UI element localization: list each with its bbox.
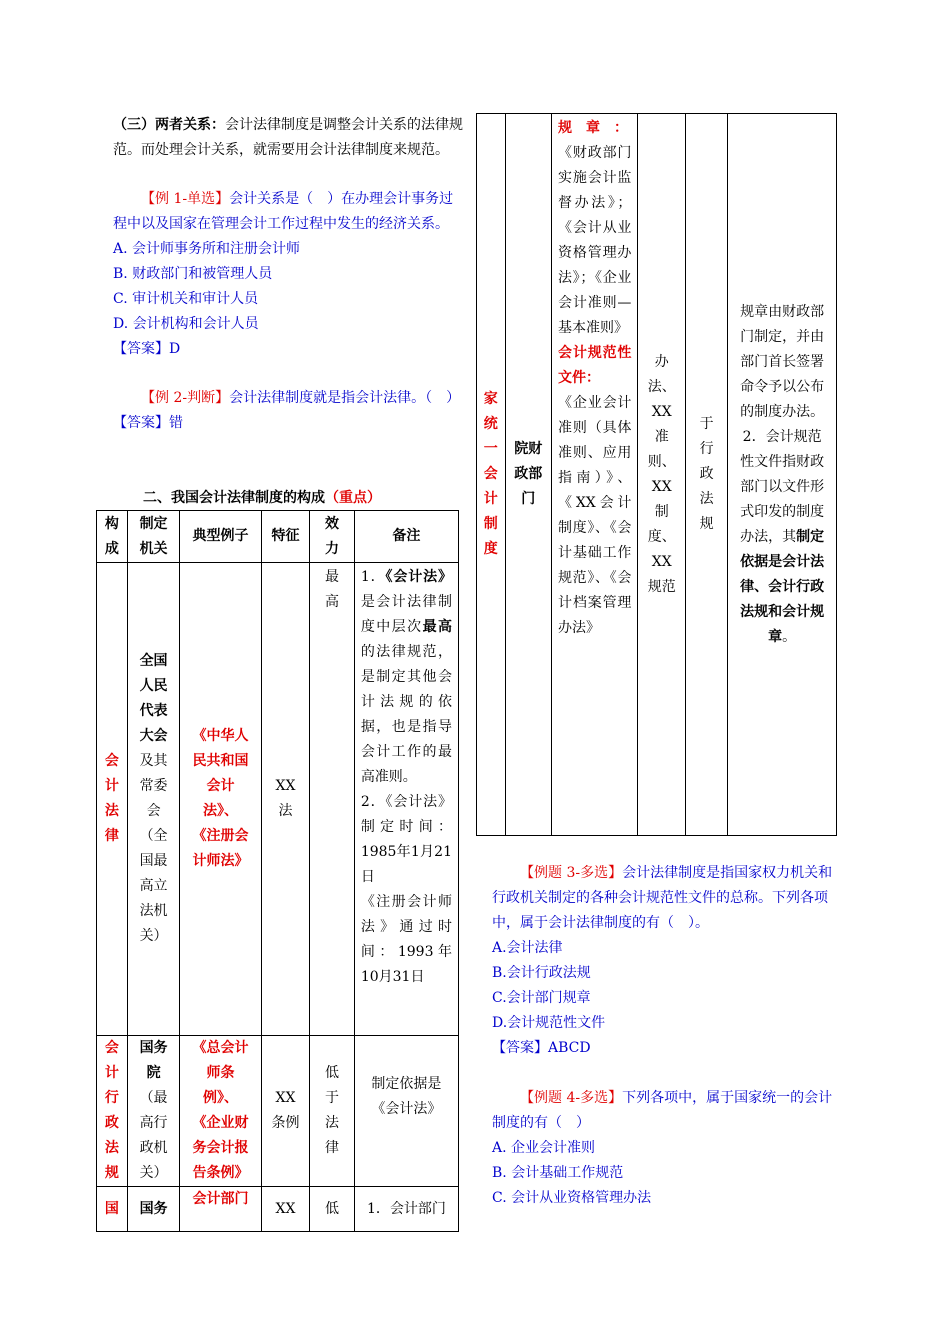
row1-effect: 最 高 [325,569,340,610]
table-row [477,114,837,836]
row2-authority-main: 国务 院 [139,1040,168,1081]
row3-examples: 会计部门 [192,1191,249,1207]
table-row [97,1036,459,1187]
right-composition: 家 统 一 会 计 制 度 [483,391,498,557]
row3-feature: XX [275,1200,296,1217]
example2 [113,386,463,436]
example1-question: 会计关系是（ ）在办理会计事务过程中以及国家在管理会计工作过程中发生的经济关系。 [113,191,454,232]
section2-heading-text: 二、我国会计法律制度的构成 [143,490,325,506]
example3-option-c: C.会计部门规章 [492,990,591,1006]
example1 [113,187,463,362]
section3-heading: （三）两者关系： [113,117,225,133]
row2-authority-detail: （最 高行 政机 关） [139,1090,168,1181]
row1-notes-1: 1． [360,569,386,585]
example4-option-c: C. 会计从业资格管理办法 [492,1190,652,1206]
row1-notes-lawname: 《会计法》 [385,569,452,585]
row2-feature: XX 条例 [271,1090,300,1131]
header-notes: 备注 [392,528,421,544]
table-header-row [97,511,459,563]
section3-text: 会计法律制度是调整会计关系的法律规范。而处理会计关系，就需要用会计法律制度来规范。 [113,117,463,158]
example1-tag: 【例 1-单选】 [141,191,230,207]
example3-question: 会计法律制度是指国家权力机关和行政机关制定的各种会计规范性文件的总称。下列各项中，属于会计法律制度的有（ ）。 [492,865,833,931]
example2-tag: 【例 2-判断】 [141,390,230,406]
row2-effect: 低 于 法 律 [325,1065,340,1156]
example3-answer: ABCD [548,1040,591,1056]
example1-option-c: C. 审计机关和审计人员 [113,291,259,307]
row2-notes: 制定依据是 《会计法》 [371,1076,442,1117]
example2-answer: 错 [169,415,183,431]
example3-option-b: B.会计行政法规 [492,965,591,981]
header-effect: 效 力 [325,515,340,557]
row1-authority-main: 全国 人民 代表 大会 [139,653,168,744]
example3-tag: 【例题 3-多选】 [520,865,623,881]
right-notes-basis: 制定依据是会计法律、会计行政法规和会计规章 [740,528,825,645]
row2-composition: 会 计 行 政 法 规 [104,1040,119,1181]
row3-composition: 国 [104,1200,119,1217]
example3-option-a: A.会计法律 [492,940,563,956]
example1-answer-label: 【答案】 [113,341,169,357]
row1-authority-detail: 及其 常委 会 （全 国最 高立 法机 关） [139,753,168,944]
row1-examples: 《中华人 民共和国 会计 法》、 《注册会 计师法》 [192,728,249,869]
table-row [97,1187,459,1232]
example1-option-d: D. 会计机构和会计人员 [113,316,259,332]
example1-option-a: A. 会计师事务所和注册会计师 [113,241,301,257]
header-feature: 特征 [271,528,300,544]
row3-authority: 国务 [139,1200,168,1217]
header-authority: 制定 机关 [139,515,168,557]
example2-answer-label: 【答案】 [113,415,169,431]
header-composition: 构 成 [104,515,119,557]
row2-examples: 《总会计 师条 例》、 《企业财 务会计报 告条例》 [192,1040,249,1181]
right-rules-body: 《财政部门实施会计监督办法》；《会计从业资格管理办法》；《企业会计准则—基本准则》 [558,145,632,336]
section2-heading [143,486,381,511]
example4-tag: 【例题 4-多选】 [520,1090,623,1106]
right-notes-end: 。 [782,628,797,645]
table-row [97,563,459,1036]
right-effect: 于 行 政 法 规 [699,416,714,532]
composition-table-right [476,113,837,836]
example3 [492,861,840,1061]
row1-composition: 会 计 法 律 [104,753,119,844]
right-rules-heading: 规 章 ： [558,120,628,136]
example3-answer-label: 【答案】 [492,1040,548,1056]
example4-question: 下列各项中，属于国家统一的会计制度的有（ ） [492,1090,833,1131]
right-notes-1: 规章由财政部门制定，并由部门首长签署命令予以公布的制度办法。 2．会计规范性文件指财政部门以文件形式印发的制度办法，其 [740,303,825,545]
header-examples: 典型例子 [192,528,249,544]
composition-table-left [96,510,459,1232]
section3-relationship [113,113,463,163]
example4 [492,1086,840,1211]
right-normative-heading: 会计规范性文件： [558,345,632,386]
row3-notes: 1．会计部门 [366,1200,446,1217]
row1-notes-3: 的法律规范，是制定其他会计法规的依据，也是指导会计工作的最高准则。 2．《会计法》制定时间：1985年1月21日 《注册会计师法》通过时间：1993年10月31日 [360,644,452,985]
right-normative-body: 《企业会计准则（具体准则、应用指南）》、《XX会计制度》、《会计基础工作规范》、《会计档案管理办法》 [558,395,632,636]
row1-notes-2: 是会计法律制度中层次 [360,594,452,635]
right-authority: 院财 政部 门 [514,441,543,507]
right-feature: 办 法、 XX 准 则、 XX 制 度、 XX 规范 [647,353,676,595]
row3-effect: 低 [325,1200,340,1217]
example4-option-a: A. 企业会计准则 [492,1140,596,1156]
section2-emphasis: （重点） [325,490,381,506]
example3-option-d: D.会计规范性文件 [492,1015,606,1031]
example1-answer: D [169,341,181,357]
example2-question: 会计法律制度就是指会计法律。（ ） [229,390,461,406]
row1-notes-highest: 最高 [422,619,452,635]
row1-feature: XX 法 [275,778,296,819]
example1-option-b: B. 财政部门和被管理人员 [113,266,273,282]
example4-option-b: B. 会计基础工作规范 [492,1165,624,1181]
